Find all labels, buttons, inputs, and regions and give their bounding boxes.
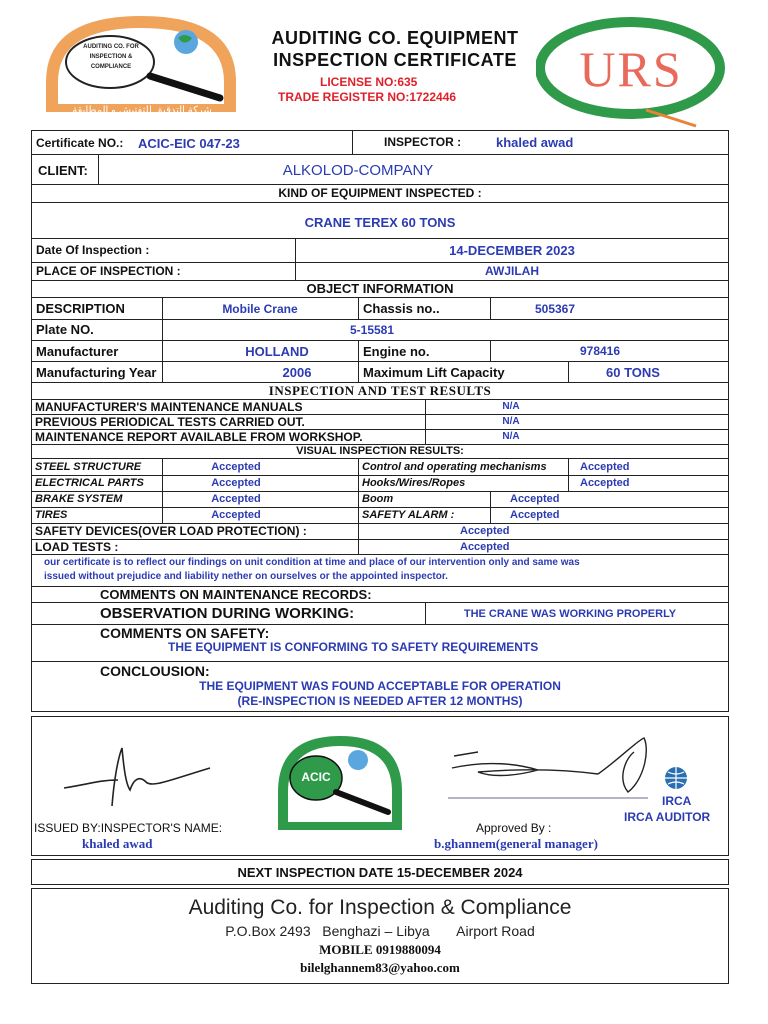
- load-tests-label: LOAD TESTS :: [35, 539, 119, 554]
- conclusion-label: CONCLOUSION:: [100, 663, 210, 679]
- visual-item-value: Accepted: [211, 461, 261, 473]
- conclusion-line1: THE EQUIPMENT WAS FOUND ACCEPTABLE FOR OPERATION: [199, 679, 561, 693]
- certificate-number-label: Certificate NO.:: [36, 136, 124, 150]
- client-name: ALKOLOD-COMPANY: [282, 161, 434, 179]
- visual-item-label: Hooks/Wires/Ropes: [362, 477, 466, 489]
- inspector-label: INSPECTOR :: [384, 135, 462, 149]
- manufacturing-year-label: Manufacturing Year: [36, 364, 157, 380]
- irca-label: IRCA: [662, 794, 692, 808]
- approved-by-name: b.ghannem(general manager): [434, 836, 598, 851]
- urs-logo-text: URS: [579, 41, 683, 97]
- footer-mobile: MOBILE 0919880094: [319, 942, 441, 957]
- visual-item-value: Accepted: [580, 461, 630, 473]
- logo-arabic-text: شركة التدقيق للتفتيش و المطابقة: [72, 105, 212, 116]
- plate-label: Plate NO.: [36, 322, 94, 337]
- inspection-date-label: Date Of Inspection :: [36, 243, 150, 257]
- safety-devices-label: SAFETY DEVICES(OVER LOAD PROTECTION) :: [35, 524, 307, 538]
- load-tests-value: Accepted: [460, 540, 510, 553]
- visual-item-label: SAFETY ALARM :: [362, 509, 455, 521]
- observation-value: THE CRANE WAS WORKING PROPERLY: [463, 607, 677, 620]
- visual-item-value: Accepted: [211, 509, 261, 521]
- visual-item-label: ELECTRICAL PARTS: [35, 477, 144, 489]
- manager-signature: [448, 730, 658, 805]
- issued-by-label: ISSUED BY:INSPECTOR'S NAME:: [34, 821, 223, 835]
- description-label: DESCRIPTION: [36, 301, 125, 316]
- lift-capacity-label: Maximum Lift Capacity: [363, 364, 505, 380]
- engine-number: 978416: [579, 344, 621, 358]
- safety-comments-value: THE EQUIPMENT IS CONFORMING TO SAFETY REQUIREMENTS: [168, 640, 539, 654]
- description-value: Mobile Crane: [222, 301, 298, 316]
- acic-stamp: [272, 730, 408, 834]
- engine-label: Engine no.: [363, 343, 430, 359]
- plate-number: 5-15581: [349, 322, 395, 337]
- test-row-label: MANUFACTURER'S MAINTENANCE MANUALS: [35, 399, 303, 414]
- equipment-kind: CRANE TEREX 60 TONS: [304, 214, 456, 230]
- object-information-heading: OBJECT INFORMATION: [306, 281, 454, 296]
- certificate-number: ACIC-EIC 047-23: [138, 135, 240, 151]
- inspection-place-label: PLACE OF INSPECTION :: [36, 264, 181, 278]
- manufacturing-year: 2006: [282, 364, 312, 380]
- visual-item-label: STEEL STRUCTURE: [35, 461, 142, 473]
- visual-item-label: Boom: [362, 493, 394, 505]
- test-row-value: N/A: [502, 431, 520, 442]
- inspection-date: 14-DECEMBER 2023: [449, 242, 575, 258]
- visual-item-label: TIRES: [35, 509, 68, 521]
- observation-label: OBSERVATION DURING WORKING:: [100, 605, 355, 622]
- test-row-label: PREVIOUS PERIODICAL TESTS CARRIED OUT.: [35, 414, 305, 429]
- test-row-label: MAINTENANCE REPORT AVAILABLE FROM WORKSHOP.: [35, 429, 363, 444]
- visual-item-value: Accepted: [510, 509, 560, 521]
- equipment-kind-label: KIND OF EQUIPMENT INSPECTED :: [278, 186, 482, 200]
- inspector-name: khaled awad: [496, 134, 574, 150]
- safety-devices-value: Accepted: [460, 525, 510, 537]
- conclusion-line2: (RE-INSPECTION IS NEEDED AFTER 12 MONTHS): [237, 694, 523, 708]
- lift-capacity: 60 TONS: [606, 364, 660, 380]
- visual-item-label: BRAKE SYSTEM: [35, 493, 123, 505]
- client-label: CLIENT:: [38, 162, 88, 178]
- footer-email[interactable]: bilelghannem83@yahoo.com: [300, 960, 460, 975]
- inspection-place: AWJILAH: [485, 264, 539, 278]
- next-inspection-box: [31, 859, 729, 885]
- license-number: LICENSE NO:635: [320, 75, 418, 89]
- company-logo: [38, 12, 244, 124]
- footer-address: P.O.Box 2493 Benghazi – Libya Airport Road: [225, 923, 535, 939]
- visual-item-value: Accepted: [580, 477, 630, 489]
- chassis-number: 505367: [534, 301, 576, 316]
- chassis-label: Chassis no..: [363, 301, 440, 316]
- disclaimer-line1: our certificate is to reflect our findings on unit condition at time and place of our intervention only and same was: [44, 557, 580, 568]
- document-title-line2: INSPECTION CERTIFICATE: [273, 50, 517, 70]
- approved-by-label: Approved By :: [476, 821, 552, 835]
- maintenance-comments-label: COMMENTS ON MAINTENANCE RECORDS:: [100, 587, 372, 602]
- issued-by-name: khaled awad: [82, 836, 153, 851]
- footer-company-name: Auditing Co. for Inspection & Compliance: [188, 896, 572, 919]
- document-title-line1: AUDITING CO. EQUIPMENT: [271, 28, 519, 48]
- inspector-signature: [60, 740, 220, 815]
- visual-item-label: Control and operating mechanisms: [362, 461, 547, 473]
- urs-logo: [536, 14, 728, 128]
- inspection-results-heading: INSPECTION AND TEST RESULTS: [268, 382, 492, 398]
- safety-comments-label: COMMENTS ON SAFETY:: [100, 625, 270, 641]
- irca-globe-icon: [664, 766, 688, 795]
- manufacturer-value: HOLLAND: [245, 343, 309, 359]
- trade-register-number: TRADE REGISTER NO:1722446: [278, 90, 457, 104]
- logo-text: AUDITING CO. FOR INSPECTION & COMPLIANCE: [83, 44, 139, 70]
- test-row-value: N/A: [502, 401, 520, 412]
- irca-auditor-label: IRCA AUDITOR: [624, 810, 711, 824]
- manufacturer-label: Manufacturer: [36, 343, 119, 359]
- disclaimer-line2: issued without prejudice and liability nether on ourselves or the appointed inspector.: [44, 571, 448, 582]
- acic-stamp-text: ACIC: [301, 770, 331, 784]
- visual-item-value: Accepted: [510, 493, 560, 505]
- visual-item-value: Accepted: [211, 477, 261, 489]
- next-inspection-date: NEXT INSPECTION DATE 15-DECEMBER 2024: [237, 864, 523, 880]
- visual-item-value: Accepted: [211, 493, 261, 505]
- test-row-value: N/A: [502, 416, 520, 427]
- visual-inspection-heading: VISUAL INSPECTION RESULTS:: [296, 445, 464, 457]
